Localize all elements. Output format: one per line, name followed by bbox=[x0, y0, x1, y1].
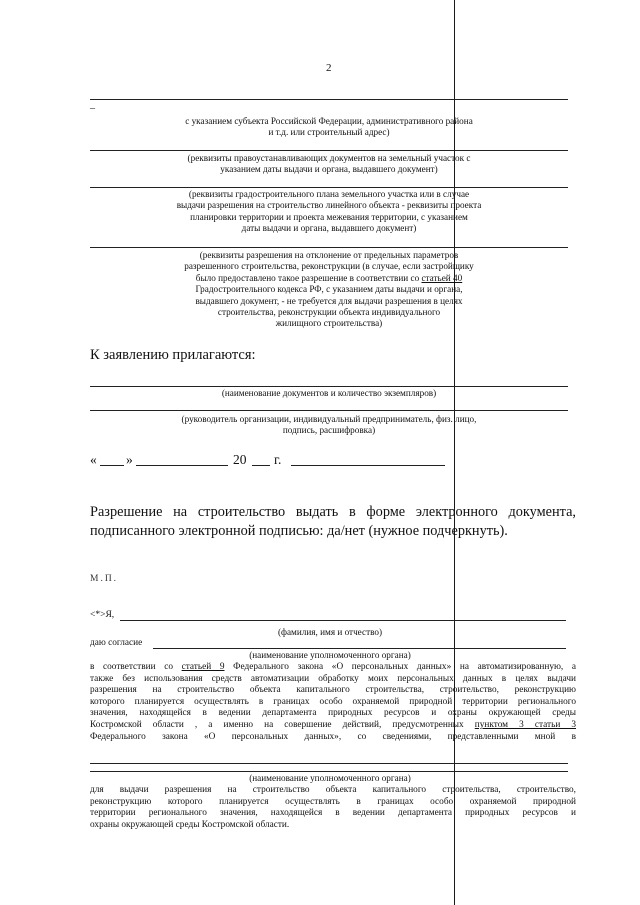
consent-name-line[interactable] bbox=[120, 620, 566, 621]
agency-caption: (наименование уполномоченного органа) bbox=[249, 650, 411, 660]
article-40-link[interactable]: статьей 40 bbox=[421, 272, 463, 283]
deviation-permit-line bbox=[90, 247, 568, 248]
point-3-link[interactable]: пунктом 3 статьи 3 bbox=[474, 719, 577, 730]
agency-line-2[interactable] bbox=[90, 763, 568, 764]
signer-line bbox=[90, 410, 568, 411]
date-year-field[interactable] bbox=[252, 465, 270, 466]
land-docs-caption: (реквизиты правоустанавливающих документов на земельный участок с указанием даты выдачи и органа, выдавшего документ) bbox=[187, 153, 471, 175]
urban-plan-caption: (реквизиты градостроительного плана земельного участка или в случае выдачи разрешения на строительство линейного объекта - реквизиты проекта планировки территории и проекта межевания территории, с указанием даты выдачи и органа, выдавшего документ) bbox=[176, 189, 482, 234]
date-day-field[interactable] bbox=[100, 465, 124, 466]
signature-field[interactable] bbox=[291, 465, 445, 466]
purpose-paragraph: для выдачи разрешения на строительство объекта капитального строительства, строительство, реконструкцию которого планируется осуществлять в границах особо охраняемой природной территории регионального значения, находящейся в ведении департамента природных ресурсов и охраны окружающей среды Костромской области. bbox=[90, 785, 576, 830]
date-month-field[interactable] bbox=[136, 465, 228, 466]
attachments-heading: К заявлению прилагаются: bbox=[90, 347, 256, 363]
attachments-line bbox=[90, 386, 568, 387]
urban-plan-line bbox=[90, 187, 568, 188]
name-caption: (фамилия, имя и отчество) bbox=[277, 627, 383, 637]
article-9-link[interactable]: статьей 9 bbox=[181, 662, 225, 672]
deviation-permit-caption: (реквизиты разрешения на отклонение от предельных параметров разрешенного строительства, реконструкции (в случае, если застройщику было предоставлено такое разрешение в соответствии со статьей 40 Градостроительного кодекса РФ, с указанием даты выдачи и органа, выдавшего документ, - не требуется для выдачи разрешения в целях строительства, реконструкции объекта индивидуального жилищного строительства) bbox=[184, 250, 474, 329]
agency-caption-2: (наименование уполномоченного органа) bbox=[249, 773, 411, 783]
electronic-form-paragraph: Разрешение на строительство выдать в форме электронного документа, подписанного электронной подписью: да/нет (нужное подчеркнуть). bbox=[90, 504, 576, 539]
dash-mark: _ bbox=[90, 99, 95, 110]
consent-prefix: <*>Я, bbox=[90, 610, 115, 620]
date-line: « » 20 г. bbox=[90, 451, 570, 473]
land-docs-line bbox=[90, 150, 568, 151]
attachments-caption: (наименование документов и количество экземпляров) bbox=[221, 388, 437, 398]
address-caption: с указанием субъекта Российской Федерации, административного района и т.д. или строительный адрес) bbox=[185, 116, 473, 138]
address-line bbox=[90, 99, 568, 100]
agency-line-3[interactable] bbox=[90, 771, 568, 772]
agency-line[interactable] bbox=[153, 648, 566, 649]
seal-mark: М.П. bbox=[90, 574, 119, 584]
agree-label: даю согласие bbox=[90, 638, 143, 648]
page-number: 2 bbox=[326, 62, 332, 74]
signer-caption: (руководитель организации, индивидуальный предприниматель, физ. лицо, подпись, расшифровка) bbox=[181, 414, 477, 436]
consent-paragraph: в соответствии со статьей 9 Федерального закона «О персональных данных» на автоматизированную, а также без использования средств автоматизации обработку моих персональных данных в целях выдачи разрешения на строительство объекта капитального строительства, строительство, реконструкцию которого планируется осуществлять в границах особо охраняемой природной территории регионального значения, находящейся в ведении департамента природных ресурсов и охраны окружающей среды Костромской области , а именно на совершение действий, предусмотренных пунктом 3 статьи 3 Федерального закона «О персональных данных», со сведениями, представленными мной в bbox=[90, 662, 577, 742]
